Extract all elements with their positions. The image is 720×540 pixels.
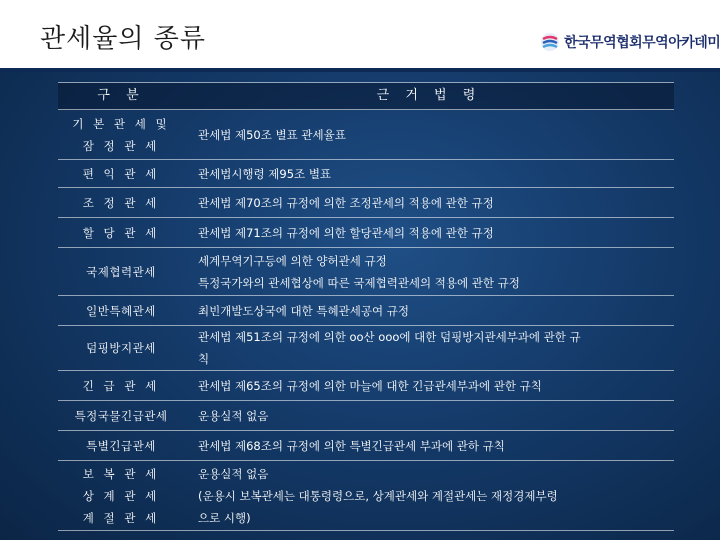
legal-basis-text: 관세법 제70조의 규정에 의한 조정관세의 적용에 관한 규정 [198, 195, 494, 210]
table-row [58, 461, 674, 531]
tariff-types-table [58, 82, 674, 531]
tariff-category-text: 특별긴급관세 [86, 438, 156, 453]
legal-basis-text: 관세법 제51조의 규정에 의한 oo산 ooo에 대한 덤핑방지관세부과에 관한 규 [198, 330, 581, 344]
tariff-category-cell [58, 461, 184, 531]
legal-basis-text: 운용실적 없음 [198, 466, 269, 481]
legal-basis-cell [184, 296, 674, 326]
tariff-category-cell [58, 431, 184, 461]
legal-basis-text: 운용실적 없음 [198, 408, 269, 423]
legal-basis-cell [184, 326, 674, 371]
legal-basis-text: 관세법시행령 제95조 별표 [198, 166, 332, 181]
legal-basis-cell [184, 160, 674, 188]
tariff-category-text: 긴 급 관 세 [82, 378, 160, 393]
table-row [58, 296, 674, 326]
tariff-category-text: 상 계 관 세 [82, 488, 160, 503]
legal-basis-text: 세계무역기구등에 의한 양허관세 규정 [198, 253, 387, 268]
legal-basis-cell [184, 248, 674, 296]
legal-basis-cell [184, 188, 674, 218]
legal-basis-text: 특정국가와의 관세협상에 따른 국제협력관세의 적용에 관한 규정 [198, 275, 520, 290]
legal-basis-text: 관세법 제71조의 규정에 의한 할당관세의 적용에 관한 규정 [198, 225, 494, 240]
legal-basis-cell [184, 401, 674, 431]
tariff-category-text: 잠 정 관 세 [82, 138, 160, 153]
table-row [58, 248, 674, 296]
legal-basis-cell [184, 431, 674, 461]
header-bar [0, 0, 720, 68]
legal-basis-text: (운용시 보복관세는 대통령령으로, 상계관세와 계절관세는 재정경제부령 [198, 488, 558, 503]
legal-basis-text: 관세법 제65조의 규정에 의한 마늘에 대한 긴급관세부과에 관한 규칙 [198, 378, 542, 393]
page-title: 관세율의 종류 [40, 24, 206, 54]
tariff-category-cell [58, 296, 184, 326]
tariff-category-text: 편 익 관 세 [82, 166, 160, 181]
table-row [58, 110, 674, 160]
tariff-category-cell [58, 218, 184, 248]
legal-basis-cell [184, 461, 674, 531]
table-row [58, 431, 674, 461]
table-header-row [58, 83, 674, 110]
tariff-category-cell [58, 160, 184, 188]
tariff-category-cell [58, 188, 184, 218]
logo-text: 한국무역협회무역아카데미 [564, 35, 720, 51]
tariff-category-text: 계 절 관 세 [82, 510, 160, 525]
column-header-legal-basis: 근 거 법 령 [184, 83, 674, 110]
tariff-category-cell [58, 248, 184, 296]
tariff-category-text: 국제협력관세 [86, 264, 156, 279]
table-row [58, 371, 674, 401]
legal-basis-text: 관세법 제50조 별표 관세율표 [198, 127, 346, 142]
legal-basis-text: 관세법 제68조의 규정에 의한 특별긴급관세 부과에 관하 규칙 [198, 438, 505, 453]
column-header-category: 구 분 [58, 83, 184, 110]
table-row [58, 326, 674, 371]
table-row [58, 160, 674, 188]
legal-basis-cell [184, 371, 674, 401]
tariff-category-text: 기 본 관 세 및 [72, 116, 170, 131]
legal-basis-text: 으로 시행) [198, 510, 251, 525]
tariff-category-cell [58, 326, 184, 371]
tariff-category-text: 할 당 관 세 [82, 225, 160, 240]
table-row [58, 218, 674, 248]
legal-basis-text: 칙 [198, 352, 210, 366]
legal-basis-cell [184, 218, 674, 248]
tariff-category-text: 보 복 관 세 [82, 466, 160, 481]
tariff-category-text: 조 정 관 세 [82, 195, 160, 210]
tariff-category-text: 특정국물긴급관세 [74, 408, 168, 423]
header-divider [0, 68, 720, 72]
table-row [58, 401, 674, 431]
logo-icon [540, 32, 560, 52]
logo [540, 32, 720, 52]
tariff-category-cell [58, 371, 184, 401]
legal-basis-cell [184, 110, 674, 160]
tariff-category-cell [58, 110, 184, 160]
tariff-category-cell [58, 401, 184, 431]
table-row [58, 188, 674, 218]
tariff-category-text: 일반특혜관세 [86, 303, 156, 318]
tariff-category-text: 덤핑방지관세 [86, 341, 156, 355]
legal-basis-text: 최빈개발도상국에 대한 특혜관세공여 규정 [198, 303, 409, 318]
